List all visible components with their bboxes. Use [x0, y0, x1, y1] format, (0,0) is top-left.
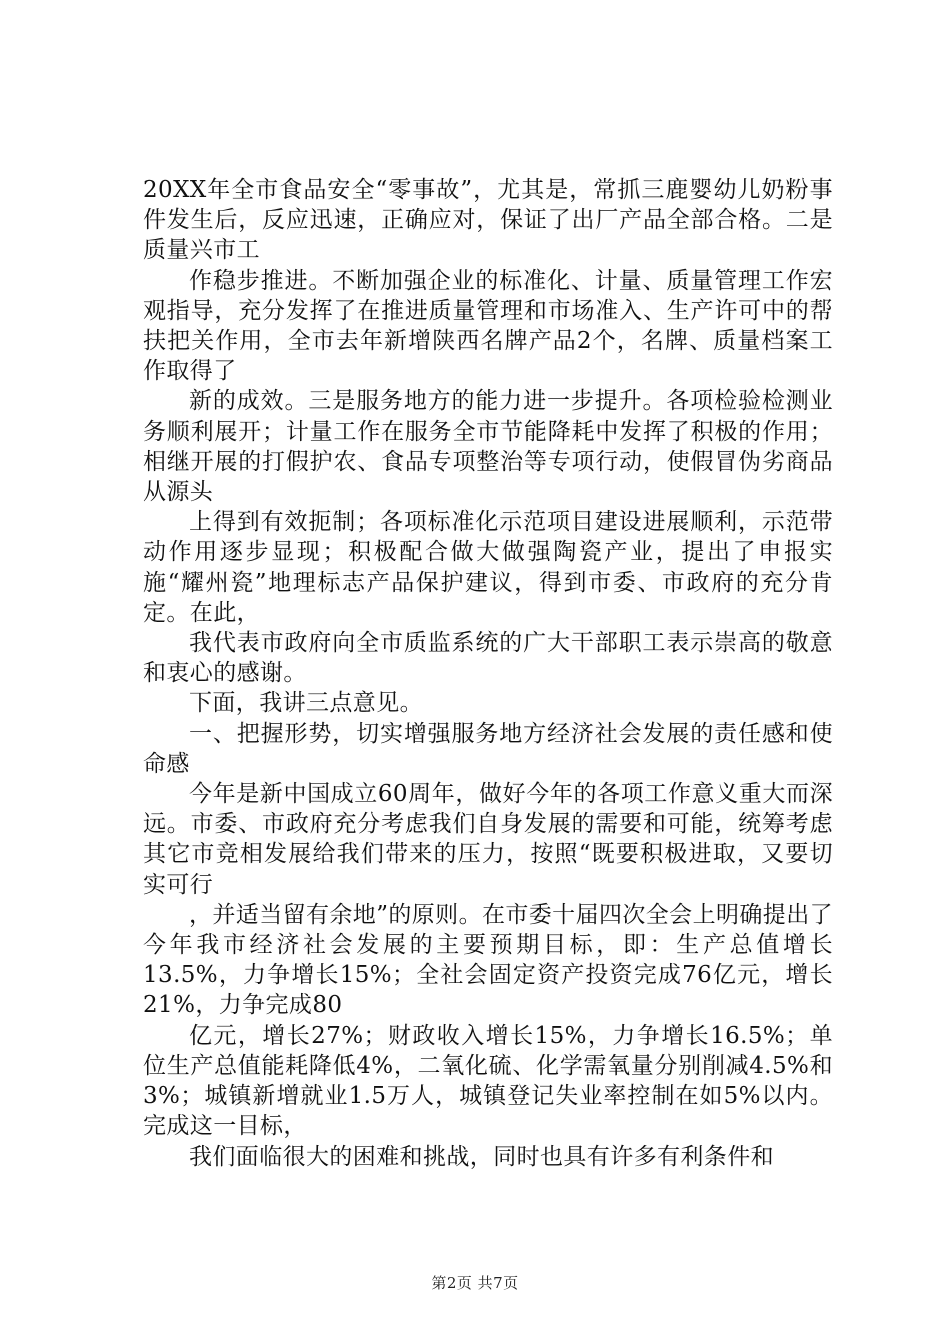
paragraph-2: 作稳步推进。不断加强企业的标准化、计量、质量管理工作宏观指导，充分发挥了在推进质量管理和市场准入、生产许可中的帮扶把关作用，全市去年新增陕西名牌产品2个，名牌、质量档案工作取得了: [143, 267, 833, 385]
paragraph-1: 20XX年全市食品安全“零事故”，尤其是，常抓三鹿婴幼儿奶粉事件发生后，反应迅速，正确应对，保证了出厂产品全部合格。二是质量兴市工: [143, 177, 833, 264]
paragraph-9: ，并适当留有余地”的原则。在市委十届四次全会上明确提出了今年我市经济社会发展的主要预期目标，即：生产总值增长13.5%，力争增长15%；全社会固定资产投资完成76亿元，增长21%，力争完成80: [143, 901, 833, 1019]
paragraph-3: 新的成效。三是服务地方的能力进一步提升。各项检验检测业务顺利展开；计量工作在服务全市节能降耗中发挥了积极的作用；相继开展的打假护农、食品专项整治等专项行动，使假冒伪劣商品从源头: [143, 388, 833, 506]
paragraph-5: 我代表市政府向全市质监系统的广大干部职工表示崇高的敬意和衷心的感谢。: [143, 630, 833, 687]
paragraph-4: 上得到有效扼制；各项标准化示范项目建设进展顺利，示范带动作用逐步显现；积极配合做大做强陶瓷产业，提出了申报实施“耀州瓷”地理标志产品保护建议，得到市委、市政府的充分肯定。在此，: [143, 509, 833, 626]
paragraph-6: 下面，我讲三点意见。: [189, 690, 423, 717]
document-body: [143, 175, 833, 1172]
section-heading: 一、把握形势，切实增强服务地方经济社会发展的责任感和使命感: [143, 720, 833, 777]
paragraph-8: 今年是新中国成立60周年，做好今年的各项工作意义重大而深远。市委、市政府充分考虑我们自身发展的需要和可能，统筹考虑其它市竞相发展给我们带来的压力，按照“既要积极进取，又要切实可行: [143, 781, 833, 898]
paragraph-11: 我们面临很大的困难和挑战，同时也具有许多有利条件和: [189, 1143, 774, 1170]
paragraph-10: 亿元，增长27%；财政收入增长15%，力争增长16.5%；单位生产总值能耗降低4%，二氧化硫、化学需氧量分别削减4.5%和3%；城镇新增就业1.5万人，城镇登记失业率控制在如5%以内。完成这一目标，: [143, 1022, 833, 1140]
page-number-footer: 第2页 共7页: [431, 1274, 519, 1292]
